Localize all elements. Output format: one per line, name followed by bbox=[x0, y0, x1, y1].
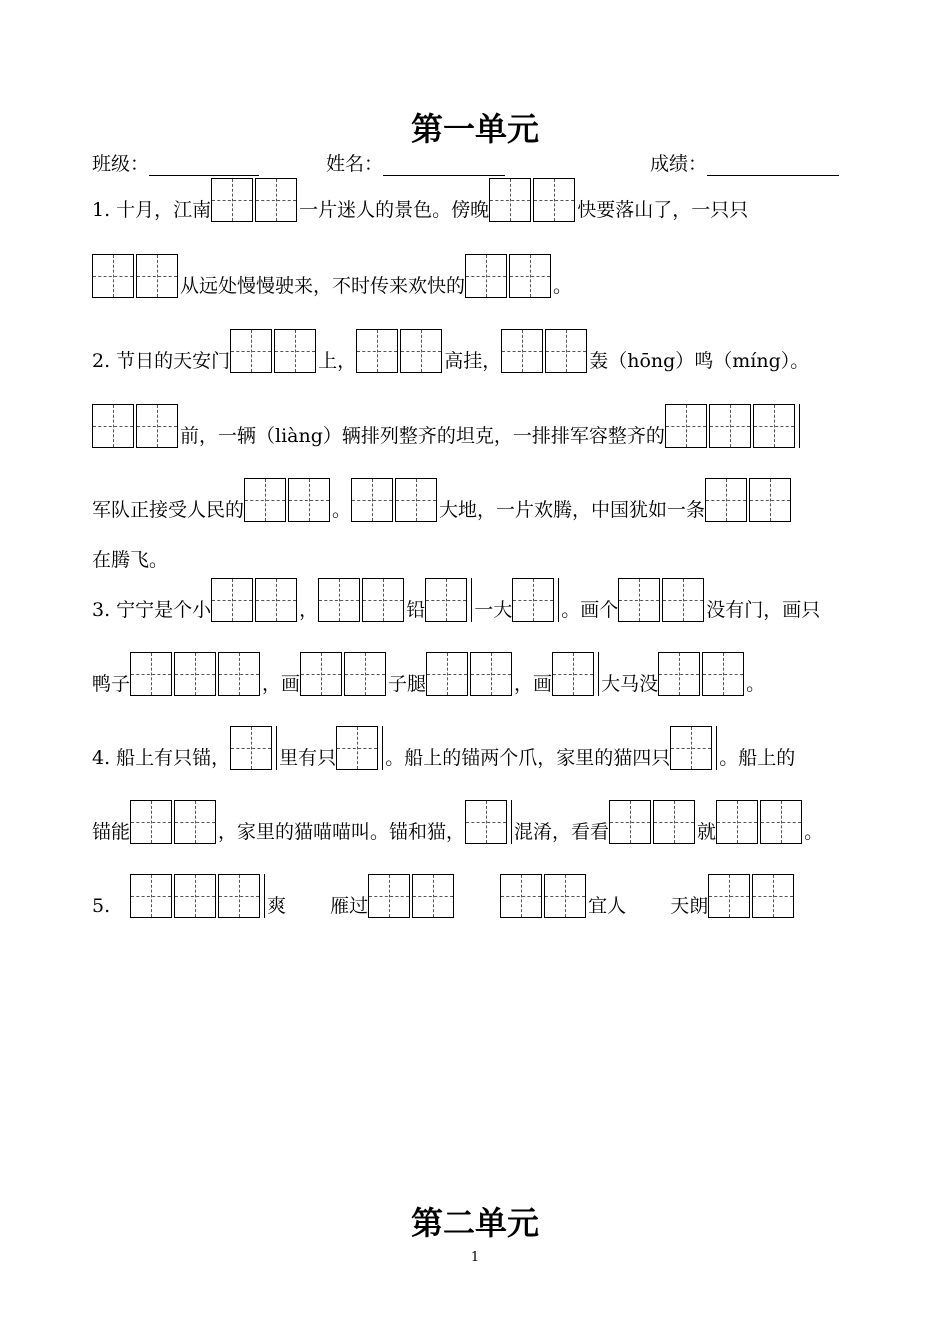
answer-box[interactable] bbox=[230, 329, 272, 373]
answer-box[interactable] bbox=[356, 329, 398, 373]
answer-box[interactable] bbox=[344, 652, 386, 696]
answer-box[interactable] bbox=[426, 652, 468, 696]
answer-box[interactable] bbox=[362, 578, 404, 622]
answer-box[interactable] bbox=[470, 652, 512, 696]
answer-box[interactable] bbox=[368, 874, 410, 918]
answer-box[interactable] bbox=[533, 178, 575, 222]
q1-line1: 1. 十月，江南 一片迷人的景色。傍晚 快要落山了，一只只 bbox=[92, 174, 748, 222]
answer-box[interactable] bbox=[211, 578, 253, 622]
answer-box[interactable] bbox=[318, 578, 360, 622]
q3-line1: 3. 宁宁是个小 ， 铅 一大 。画个 没有门，画只 bbox=[92, 574, 820, 622]
answer-box[interactable] bbox=[211, 178, 253, 222]
answer-box[interactable] bbox=[92, 404, 134, 448]
answer-box[interactable] bbox=[753, 404, 795, 448]
class-input[interactable] bbox=[149, 153, 259, 176]
unit2-title: 第二单元 bbox=[410, 1204, 539, 1242]
answer-box[interactable] bbox=[618, 578, 660, 622]
answer-box[interactable] bbox=[255, 578, 297, 622]
answer-box[interactable] bbox=[501, 329, 543, 373]
answer-box[interactable] bbox=[705, 478, 747, 522]
answer-box[interactable] bbox=[760, 800, 802, 844]
answer-box[interactable] bbox=[545, 329, 587, 373]
answer-box[interactable] bbox=[274, 329, 316, 373]
answer-box[interactable] bbox=[702, 652, 744, 696]
answer-box[interactable] bbox=[130, 874, 172, 918]
q4-line1: 4. 船上有只锚， 里有只 。船上的锚两个爪，家里的猫四只 。船上的 bbox=[92, 722, 795, 770]
answer-box[interactable] bbox=[749, 478, 791, 522]
name-field: 姓名： bbox=[326, 144, 505, 176]
answer-box[interactable] bbox=[218, 652, 260, 696]
q3-line2: 鸭子 ，画 子腿 ，画 大马没 。 bbox=[92, 648, 765, 696]
answer-box[interactable] bbox=[300, 652, 342, 696]
answer-box[interactable] bbox=[609, 800, 651, 844]
answer-box[interactable] bbox=[509, 254, 551, 298]
answer-box[interactable] bbox=[218, 874, 260, 918]
answer-box[interactable] bbox=[544, 874, 586, 918]
answer-box[interactable] bbox=[658, 652, 700, 696]
answer-box[interactable] bbox=[752, 874, 794, 918]
answer-box[interactable] bbox=[709, 404, 751, 448]
answer-box[interactable] bbox=[552, 652, 594, 696]
q4-line2: 锚能 ，家里的猫喵喵叫。锚和猫， 混淆，看看 就 。 bbox=[92, 796, 823, 844]
score-field: 成绩： bbox=[650, 144, 839, 176]
name-input[interactable] bbox=[383, 153, 505, 176]
answer-box[interactable] bbox=[255, 178, 297, 222]
answer-box[interactable] bbox=[489, 178, 531, 222]
answer-box[interactable] bbox=[400, 329, 442, 373]
answer-box[interactable] bbox=[130, 800, 172, 844]
answer-box[interactable] bbox=[512, 578, 554, 622]
unit1-title: 第一单元 bbox=[410, 110, 539, 148]
answer-box[interactable] bbox=[174, 800, 216, 844]
answer-box[interactable] bbox=[465, 254, 507, 298]
answer-box[interactable] bbox=[670, 726, 712, 770]
answer-box[interactable] bbox=[230, 726, 272, 770]
answer-box[interactable] bbox=[500, 874, 542, 918]
answer-box[interactable] bbox=[336, 726, 378, 770]
class-field: 班级： bbox=[92, 144, 259, 176]
answer-box[interactable] bbox=[395, 478, 437, 522]
q5-line: 5. 爽 雁过 宜人 天朗 bbox=[92, 870, 796, 918]
answer-box[interactable] bbox=[288, 478, 330, 522]
q2-line3: 军队正接受人民的 。 大地，一片欢腾，中国犹如一条 bbox=[92, 474, 793, 522]
answer-box[interactable] bbox=[412, 874, 454, 918]
q2-line2: 前，一辆（liàng）辆排列整齐的坦克，一排排军容整齐的 bbox=[92, 400, 802, 448]
score-input[interactable] bbox=[707, 153, 839, 176]
q1-line2: 从远处慢慢驶来，不时传来欢快的 。 bbox=[92, 250, 572, 298]
q2-line4: 在腾飞。 bbox=[92, 549, 169, 571]
answer-box[interactable] bbox=[136, 404, 178, 448]
answer-box[interactable] bbox=[665, 404, 707, 448]
answer-box[interactable] bbox=[136, 254, 178, 298]
page-number: 1 bbox=[470, 1250, 480, 1265]
answer-box[interactable] bbox=[351, 478, 393, 522]
answer-box[interactable] bbox=[662, 578, 704, 622]
q2-line1: 2. 节日的天安门 上， 高挂， 轰（hōng）鸣（míng）。 bbox=[92, 325, 809, 373]
answer-box[interactable] bbox=[465, 800, 507, 844]
answer-box[interactable] bbox=[425, 578, 467, 622]
answer-box[interactable] bbox=[174, 874, 216, 918]
answer-box[interactable] bbox=[708, 874, 750, 918]
answer-box[interactable] bbox=[653, 800, 695, 844]
answer-box[interactable] bbox=[130, 652, 172, 696]
answer-box[interactable] bbox=[92, 254, 134, 298]
answer-box[interactable] bbox=[244, 478, 286, 522]
answer-box[interactable] bbox=[174, 652, 216, 696]
answer-box[interactable] bbox=[716, 800, 758, 844]
